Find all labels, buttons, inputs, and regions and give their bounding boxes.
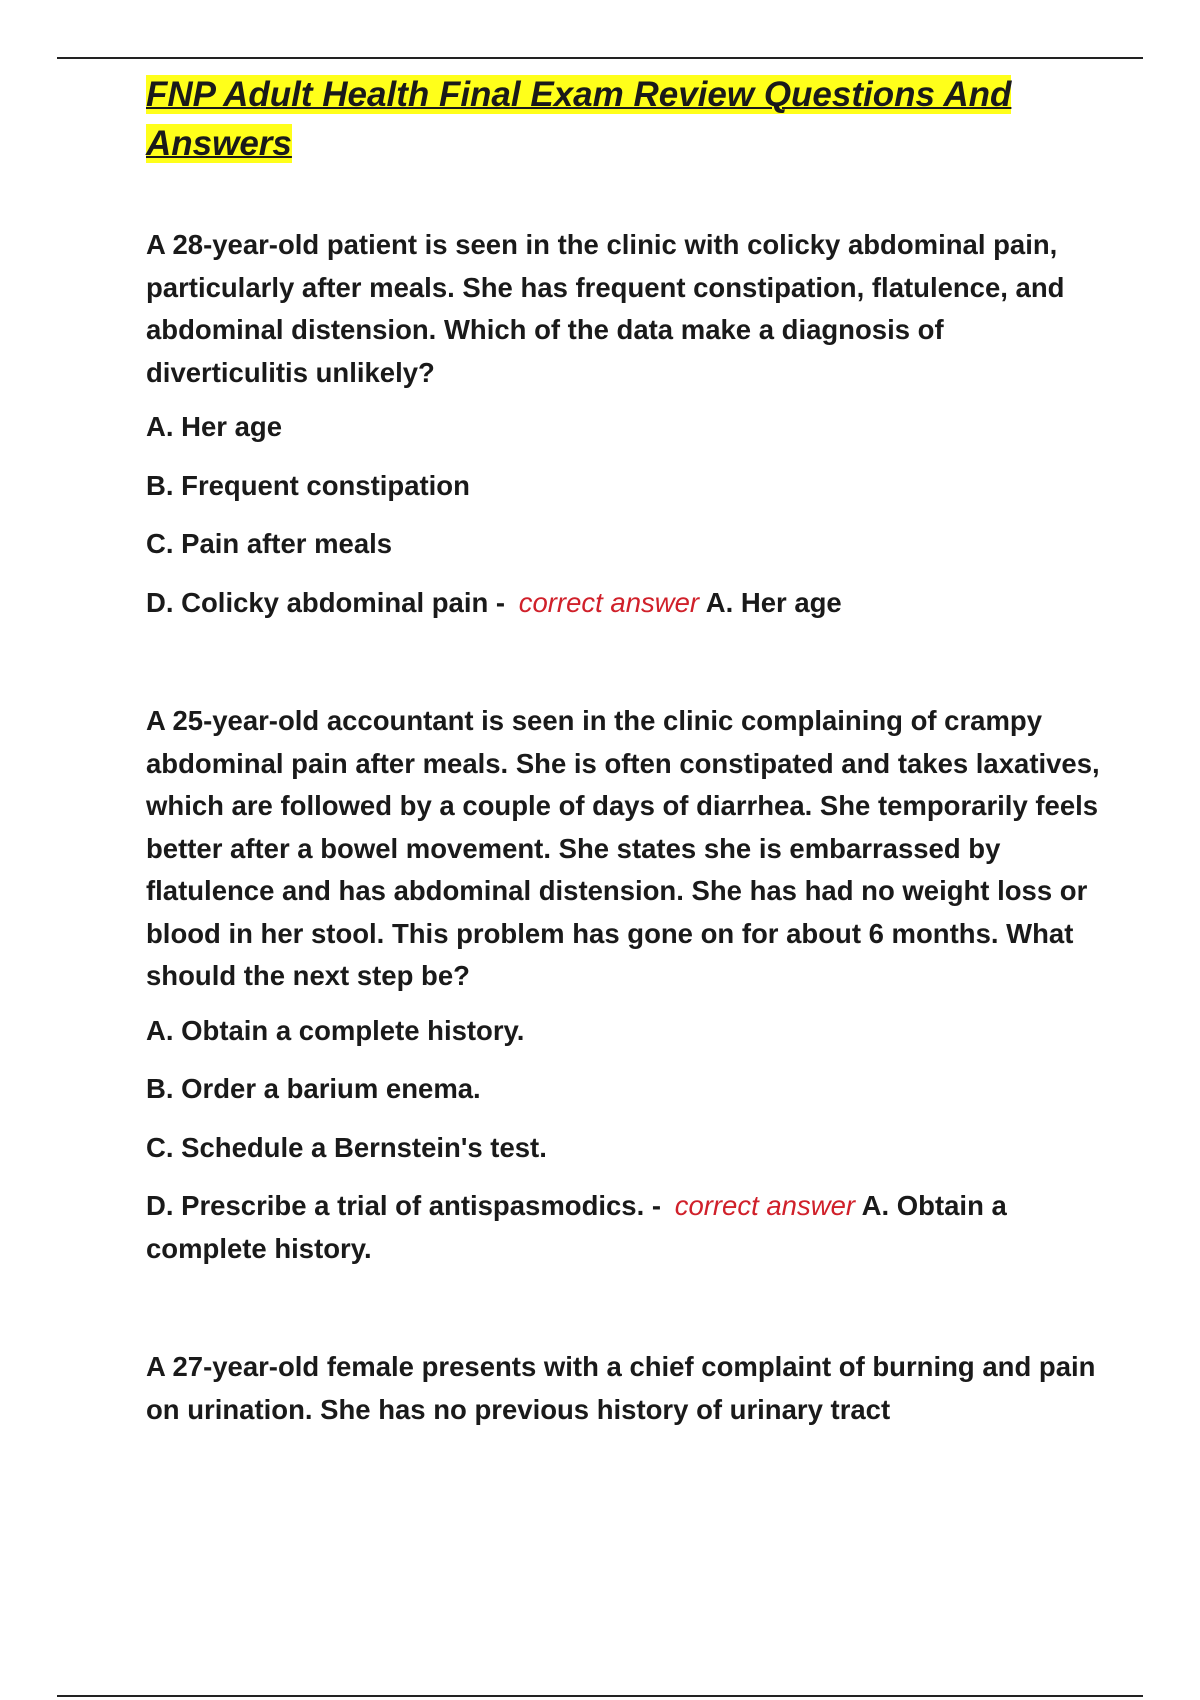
answer-text: A. Obtain a complete history. (146, 1190, 1007, 1264)
option-c: C. Schedule a Bernstein's test. (146, 1131, 547, 1163)
answer-text: A. Her age (705, 586, 842, 618)
option-a: A. Her age (146, 411, 283, 442)
top-rule (57, 57, 1143, 59)
option-d-with-answer (146, 582, 1106, 625)
option-b: B. Order a barium enema. (146, 1073, 481, 1104)
question-block-2 (146, 700, 1106, 1270)
option-a: A. Obtain a complete history. (146, 1014, 525, 1046)
document-body (146, 70, 1106, 1431)
correct-answer-label: correct answer (518, 586, 700, 618)
bottom-rule (57, 1695, 1143, 1697)
correct-answer-label: correct answer (674, 1190, 856, 1221)
title-line-1: FNP Adult Health Final Exam Review Questions And (146, 75, 1012, 114)
title-line-2: Answers (146, 124, 292, 163)
question-stem: A 28-year-old patient is seen in the clinic with colicky abdominal pain, particularly after meals. She has frequent constipation, flatulence, and abdominal distension. Which of the data make a diagnosis of diverticulitis unlikely? (146, 229, 1065, 388)
option-b: B. Frequent constipation (146, 469, 470, 501)
option-d: D. Prescribe a trial of antispasmodics. - (146, 1190, 669, 1221)
question-stem: A 27-year-old female presents with a chief complaint of burning and pain on urination. She has no previous history of urinary tract (146, 1351, 1096, 1425)
option-c: C. Pain after meals (146, 528, 393, 559)
option-d-with-answer (146, 1185, 1106, 1270)
question-block-1 (146, 224, 1106, 624)
question-stem: A 25-year-old accountant is seen in the clinic complaining of crampy abdominal pain after meals. She is often constipated and takes laxatives, which are followed by a couple of days of diarrhea. She temporarily feels better after a bowel movement. She states she is embarrassed by flatulence and has abdominal distension. She has had no weight loss or blood in her stool. This problem has gone on for about 6 months. What should the next step be? (146, 705, 1100, 991)
document-title (146, 70, 1106, 168)
question-block-3 (146, 1346, 1106, 1431)
option-d: D. Colicky abdominal pain - (146, 586, 513, 618)
